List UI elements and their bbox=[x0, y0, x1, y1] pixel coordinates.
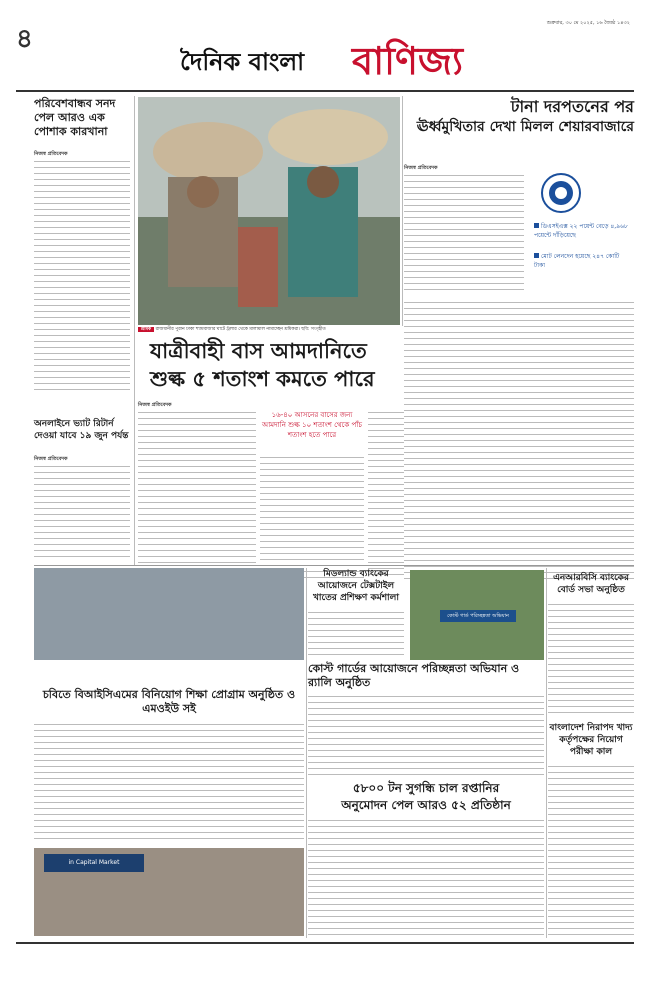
market-byline: নিজস্ব প্রতিবেদক bbox=[404, 165, 438, 171]
bicm-headline: চবিতে বিআইসিএমের বিনিয়োগ শিক্ষা প্রোগ্রাম অনুষ্ঠিত ও এমওইউ সই bbox=[42, 688, 296, 715]
photo-caption-text: রাজধানীর পুরান ঢাকা শ্যামবাজার ঘাটে ট্রলার থেকে মালামাল নামাচ্ছেন শ্রমিকরা। ছবি: সংগৃহীত bbox=[155, 327, 326, 332]
bfsa-headline: বাংলাদেশ নিরাপদ খাদ্য কর্তৃপক্ষের নিয়োগ পরীক্ষা কাল bbox=[549, 723, 633, 757]
bullet-icon bbox=[534, 223, 539, 228]
factory-byline: নিজস্ব প্রতিবেদক bbox=[34, 151, 68, 157]
market-headline-1: টানা দরপতনের পর bbox=[510, 97, 634, 116]
photo-caption-label: শ্রমিক bbox=[138, 327, 154, 332]
bicm-screen: in Capital Market bbox=[44, 854, 144, 872]
dse-point-2: মোট লেনদেন হয়েছে ২৪৭ কোটি টাকা bbox=[534, 253, 620, 269]
vat-headline: অনলাইনে ভ্যাট রিটার্ন দেওয়া যাবে ১৯ জুন পর্যন্ত bbox=[34, 419, 129, 441]
coastguard-headline: কোস্ট গার্ডের আয়োজনে পরিচ্ছন্নতা অভিযান ও র‍্যালি অনুষ্ঠিত bbox=[308, 662, 520, 689]
bus-pullquote: ১৬-৪০ আসনের বাসের জন্য আমদানি শুল্ক ১০ শতাংশ থেকে পাঁচ শতাংশ হতে পারে bbox=[261, 411, 363, 439]
nrbc-body bbox=[548, 602, 634, 717]
masthead-small: দৈনিক বাংলা bbox=[180, 47, 305, 76]
column-rule bbox=[306, 568, 307, 938]
bicm-body bbox=[34, 722, 304, 842]
rice-headline-2: অনুমোদন পেল আরও ৫২ প্রতিষ্ঠান bbox=[341, 798, 511, 812]
bfsa-body bbox=[548, 764, 634, 936]
factory-body bbox=[34, 159, 130, 394]
midland-body bbox=[308, 610, 404, 660]
bicm-photo bbox=[34, 848, 304, 936]
vat-body bbox=[34, 464, 130, 560]
workers-photo-illustration bbox=[138, 97, 400, 325]
section-rule bbox=[34, 565, 634, 566]
header-rule bbox=[16, 90, 634, 92]
bus-headline-2: শুল্ক ৫ শতাংশ কমতে পারে bbox=[150, 366, 375, 391]
midland-headline: মিডল্যান্ড ব্যাংকের আয়োজনে টেক্সটাইল খাতের প্রশিক্ষণ কর্মশালা bbox=[312, 569, 399, 603]
bus-byline: নিজস্ব প্রতিবেদক bbox=[138, 402, 172, 408]
rice-body bbox=[308, 818, 544, 936]
coastguard-banner: কোস্ট গার্ড পরিচ্ছন্নতা অভিযান bbox=[440, 610, 516, 622]
midland-photo bbox=[34, 568, 304, 660]
column-rule bbox=[546, 568, 547, 938]
market-body bbox=[404, 173, 524, 295]
main-photo bbox=[138, 97, 400, 325]
bullet-icon bbox=[534, 253, 539, 258]
vat-byline: নিজস্ব প্রতিবেদক bbox=[34, 456, 68, 462]
coastguard-body bbox=[308, 694, 544, 778]
market-body-2 bbox=[404, 300, 634, 580]
photo-caption bbox=[138, 326, 400, 333]
rice-headline-1: ৫৮০০ টন সুগন্ধি চাল রপ্তানির bbox=[352, 781, 500, 795]
nrbc-headline: এনআরবিসি ব্যাংকের বোর্ড সভা অনুষ্ঠিত bbox=[553, 573, 629, 595]
dse-logo bbox=[540, 172, 582, 214]
bus-body-2 bbox=[260, 455, 364, 580]
column-rule bbox=[134, 96, 135, 566]
bus-body-1 bbox=[138, 410, 256, 580]
coastguard-photo bbox=[410, 570, 544, 660]
column-rule bbox=[402, 96, 403, 326]
bus-headline-1: যাত্রীবাহী বাস আমদানিতে bbox=[150, 338, 367, 363]
dse-logo-icon bbox=[540, 172, 582, 214]
factory-headline: পরিবেশবান্ধব সনদ পেল আরও এক পোশাক কারখানা bbox=[34, 97, 116, 138]
market-headline-2: ঊর্ধ্বমুখিতার দেখা মিলল শেয়ারবাজারে bbox=[416, 119, 634, 135]
masthead bbox=[180, 34, 510, 90]
dse-point-1: ডিএসইএক্স ২২ পয়েন্ট বেড়ে ৪,৯৬৮ পয়েন্টে দাঁড়িয়েছে bbox=[534, 223, 628, 239]
page-number: ৪ bbox=[16, 24, 33, 54]
date-line: শুক্রবার, ৩০ মে ২০২৫, ১৬ জ্যৈষ্ঠ ১৪৩২ bbox=[546, 20, 630, 26]
masthead-big: বাণিজ্য bbox=[352, 38, 464, 83]
footer-rule bbox=[16, 942, 634, 944]
